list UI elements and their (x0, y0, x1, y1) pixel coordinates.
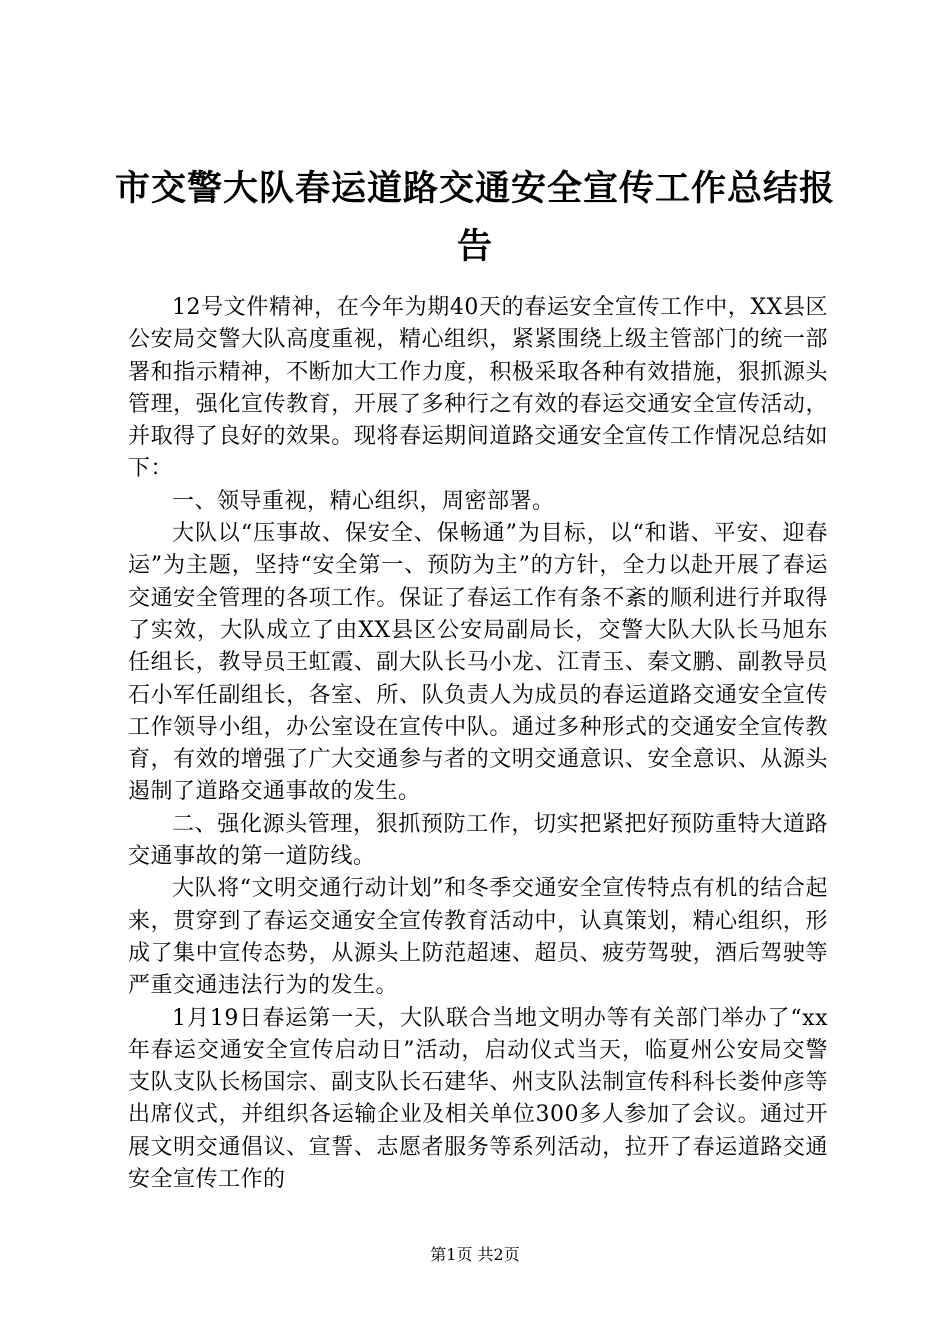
section-heading-1: 一、领导重视，精心组织，周密部署。 (172, 488, 555, 514)
document-title-line-2: 告 (456, 227, 493, 267)
document-title-line-1: 市交警大队春运道路交通安全宣传工作总结报 (114, 169, 835, 209)
document-title (110, 160, 840, 276)
page-footer: 第1页 共2页 (430, 1245, 520, 1264)
paragraph-section-2b: 1月19日春运第一天，大队联合当地文明办等有关部门举办了“xx年春运交通安全宣传启动日”活动，启动仪式当天，临夏州公安局交警支队支队长杨国宗、副支队长石建华、州支队法制宣传科科长娄仲彦等出席仪式，并组织各运输企业及相关单位300多人参加了会议。通过开展文明交通倡议、宣誓、志愿者服务等系列活动，拉开了春运道路交通安全宣传工作的 (128, 1005, 828, 1193)
paragraph-section-2a: 大队将“文明交通行动计划”和冬季交通安全宣传特点有机的结合起来，贯穿到了春运交通安全宣传教育活动中，认真策划，精心组织，形成了集中宣传态势，从源头上防范超速、超员、疲劳驾驶，酒后驾驶等严重交通违法行为的发生。 (128, 876, 828, 999)
paragraph-intro: 12号文件精神，在今年为期40天的春运安全宣传工作中，XX县区公安局交警大队高度重视，精心组织，紧紧围绕上级主管部门的统一部署和指示精神，不断加大工作力度，积极采取各种有效措施，狠抓源头管理，强化宣传教育，开展了多种行之有效的春运交通安全宣传活动，并取得了良好的效果。现将春运期间道路交通安全宣传工作情况总结如下： (128, 295, 828, 482)
document-body (128, 292, 828, 1196)
section-heading-2: 二、强化源头管理，狠抓预防工作，切实把紧把好预防重特大道路交通事故的第一道防线。 (128, 811, 828, 870)
paragraph-section-1: 大队以“压事故、保安全、保畅通”为目标，以“和谐、平安、迎春运”为主题，坚持“安全第一、预防为主”的方针，全力以赴开展了春运交通安全管理的各项工作。保证了春运工作有条不紊的顺利进行并取得了实效，大队成立了由XX县区公安局副局长，交警大队大队长马旭东任组长，教导员王虹霞、副大队长马小龙、江青玉、秦文鹏、副教导员石小军任副组长，各室、所、队负责人为成员的春运道路交通安全宣传工作领导小组，办公室设在宣传中队。通过多种形式的交通安全宣传教育，有效的增强了广大交通参与者的文明交通意识、安全意识、从源头遏制了道路交通事故的发生。 (128, 521, 828, 805)
